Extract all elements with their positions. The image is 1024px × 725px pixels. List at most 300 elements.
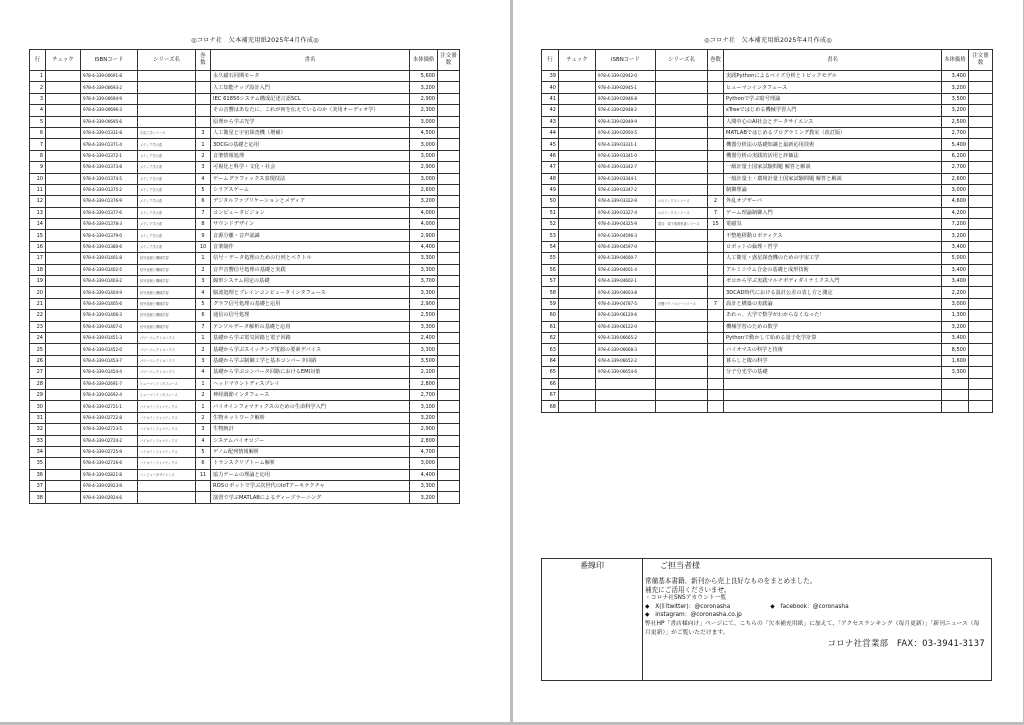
- order-qty-cell[interactable]: [438, 241, 460, 252]
- order-qty-cell[interactable]: [438, 446, 460, 457]
- check-cell[interactable]: [559, 230, 596, 241]
- book-title-cell: 脳波処理とブレインコンピュータインタフェース: [211, 287, 410, 298]
- check-cell[interactable]: [559, 219, 596, 230]
- check-cell[interactable]: [46, 310, 81, 321]
- table-row: [542, 93, 993, 104]
- order-qty-cell[interactable]: [438, 207, 460, 218]
- order-qty-cell[interactable]: [438, 321, 460, 332]
- table-header: [542, 50, 993, 71]
- isbn-cell: 978-4-339-02821-8: [81, 469, 138, 480]
- order-qty-cell[interactable]: [969, 82, 993, 93]
- row-number: 12: [30, 196, 46, 207]
- series-cell: [138, 82, 196, 93]
- book-title-cell: 人間中心のAI社会とデータサイエンス: [724, 116, 942, 127]
- order-qty-cell[interactable]: [438, 127, 460, 138]
- series-cell: 信号処理と機械学習: [138, 321, 196, 332]
- order-qty-cell[interactable]: [969, 93, 993, 104]
- series-cell: [656, 321, 708, 332]
- volume-cell: 1: [196, 401, 211, 412]
- price-cell: 2,100: [410, 367, 438, 378]
- book-title-cell: 一級計量士国家試験問題 解答と解説: [724, 162, 942, 173]
- right-page: [513, 0, 1023, 722]
- order-qty-cell[interactable]: [438, 105, 460, 116]
- check-cell[interactable]: [46, 458, 81, 469]
- order-qty-cell[interactable]: [438, 184, 460, 195]
- isbn-cell: 978-4-339-01371-4: [81, 139, 138, 150]
- check-cell[interactable]: [46, 321, 81, 332]
- series-cell: メディア学大系: [138, 150, 196, 161]
- check-cell[interactable]: [559, 82, 596, 93]
- price-cell: 2,500: [942, 116, 969, 127]
- order-qty-cell[interactable]: [438, 332, 460, 343]
- check-cell[interactable]: [559, 162, 596, 173]
- check-cell[interactable]: [559, 93, 596, 104]
- row-number: 62: [542, 332, 559, 343]
- check-cell[interactable]: [46, 276, 81, 287]
- row-number: 9: [30, 162, 46, 173]
- check-cell[interactable]: [559, 253, 596, 264]
- order-qty-cell[interactable]: [969, 378, 993, 389]
- price-cell: 2,900: [410, 162, 438, 173]
- table-row: [542, 321, 993, 332]
- price-cell: 4,200: [942, 207, 969, 218]
- price-cell: 5,000: [942, 253, 969, 264]
- order-qty-cell[interactable]: [969, 401, 993, 412]
- sns-x: ◆ X(旧twitter)：@coronasha: [645, 603, 731, 610]
- row-number: 68: [542, 401, 559, 412]
- price-cell: 3,000: [410, 458, 438, 469]
- series-cell: [656, 184, 708, 195]
- order-qty-cell[interactable]: [969, 116, 993, 127]
- order-qty-cell[interactable]: [438, 401, 460, 412]
- price-cell: 8,500: [942, 344, 969, 355]
- header-check-cell: チェック: [559, 50, 596, 71]
- volume-cell: [708, 253, 724, 264]
- check-cell[interactable]: [559, 139, 596, 150]
- order-qty-cell[interactable]: [438, 481, 460, 492]
- check-cell[interactable]: [559, 116, 596, 127]
- table-row: [542, 127, 993, 138]
- volume-cell: [708, 82, 724, 93]
- row-number: 6: [30, 127, 46, 138]
- check-cell[interactable]: [46, 219, 81, 230]
- header-check-cell: チェック: [46, 50, 81, 71]
- check-cell[interactable]: [46, 469, 81, 480]
- order-qty-cell[interactable]: [969, 150, 993, 161]
- order-qty-cell[interactable]: [438, 367, 460, 378]
- check-cell[interactable]: [559, 264, 596, 275]
- check-cell[interactable]: [46, 481, 81, 492]
- isbn-cell: 978-4-339-00695-6: [81, 116, 138, 127]
- order-qty-cell[interactable]: [969, 287, 993, 298]
- table-row: [30, 253, 460, 264]
- check-cell[interactable]: [46, 389, 81, 400]
- check-cell[interactable]: [559, 71, 596, 82]
- order-qty-cell[interactable]: [438, 93, 460, 104]
- order-qty-cell[interactable]: [969, 264, 993, 275]
- left-page: [0, 0, 510, 722]
- table-row: [30, 139, 460, 150]
- series-cell: バイオインフォマティクス: [138, 435, 196, 446]
- book-title-cell: デジタルファブリケーションとメディア: [211, 196, 410, 207]
- volume-cell: 10: [196, 241, 211, 252]
- order-qty-cell[interactable]: [969, 184, 993, 195]
- check-cell[interactable]: [46, 207, 81, 218]
- book-title-cell: バイオインフォマティクスのための生命科学入門: [211, 401, 410, 412]
- order-qty-cell[interactable]: [969, 241, 993, 252]
- price-cell: 2,700: [410, 389, 438, 400]
- table-row: [542, 196, 993, 207]
- check-cell[interactable]: [559, 367, 596, 378]
- table-row: [30, 344, 460, 355]
- check-cell[interactable]: [46, 446, 81, 457]
- table-row: [542, 71, 993, 82]
- check-cell[interactable]: [559, 355, 596, 366]
- header-volume-cell: 巻数: [708, 50, 724, 71]
- table-row: [30, 412, 460, 423]
- row-number: 53: [542, 230, 559, 241]
- header-isbn-cell: ISBNコード: [81, 50, 138, 71]
- series-cell: メディア学大系: [138, 162, 196, 173]
- check-cell[interactable]: [559, 173, 596, 184]
- check-cell[interactable]: [559, 105, 596, 116]
- order-qty-cell[interactable]: [969, 332, 993, 343]
- table-row: [30, 481, 460, 492]
- price-cell: 3,200: [410, 492, 438, 503]
- order-qty-cell[interactable]: [969, 162, 993, 173]
- order-qty-cell[interactable]: [969, 139, 993, 150]
- table-row: [30, 105, 460, 116]
- order-qty-cell[interactable]: [438, 424, 460, 435]
- order-qty-cell[interactable]: [969, 71, 993, 82]
- order-qty-cell[interactable]: [438, 230, 460, 241]
- isbn-cell: 978-4-339-02950-5: [596, 127, 656, 138]
- series-cell: [656, 401, 708, 412]
- book-title-cell: 生物ネットワーク解析: [211, 412, 410, 423]
- check-cell[interactable]: [559, 196, 596, 207]
- isbn-cell: 978-4-339-02948-2: [596, 105, 656, 116]
- order-qty-cell[interactable]: [969, 321, 993, 332]
- book-title-cell: 生物統計: [211, 424, 410, 435]
- order-qty-cell[interactable]: [969, 355, 993, 366]
- series-cell: パワーエレクトロニクス: [138, 367, 196, 378]
- check-cell[interactable]: [46, 298, 81, 309]
- book-title-cell: 可視化と科学・文化・社会: [211, 162, 410, 173]
- isbn-cell: 978-4-339-01374-5: [81, 173, 138, 184]
- check-cell[interactable]: [46, 367, 81, 378]
- header-row-number: 行: [30, 50, 46, 71]
- row-number: 30: [30, 401, 46, 412]
- price-cell: 4,400: [410, 469, 438, 480]
- order-qty-cell[interactable]: [438, 253, 460, 264]
- order-qty-cell[interactable]: [969, 310, 993, 321]
- row-number: 45: [542, 139, 559, 150]
- price-cell: 2,600: [410, 184, 438, 195]
- book-title-cell: バイオマスの科学と技術: [724, 344, 942, 355]
- table-row: [542, 150, 993, 161]
- check-cell[interactable]: [46, 344, 81, 355]
- order-qty-cell[interactable]: [438, 219, 460, 230]
- book-title-cell: 信号・データ処理のための行列とベクトル: [211, 253, 410, 264]
- order-qty-cell[interactable]: [438, 310, 460, 321]
- check-cell[interactable]: [559, 287, 596, 298]
- row-number: 44: [542, 127, 559, 138]
- table-row: [30, 127, 460, 138]
- price-cell: 3,200: [410, 196, 438, 207]
- order-qty-cell[interactable]: [969, 173, 993, 184]
- row-number: 28: [30, 378, 46, 389]
- isbn-cell: 978-4-339-02924-6: [81, 492, 138, 503]
- book-title-cell: 音楽情報処理: [211, 150, 410, 161]
- isbn-cell: 978-4-339-00691-8: [81, 71, 138, 82]
- row-number: 29: [30, 389, 46, 400]
- check-cell[interactable]: [46, 150, 81, 161]
- price-cell: 2,900: [410, 93, 438, 104]
- price-cell: 4,600: [942, 196, 969, 207]
- book-title-cell: ヘッドマウントディスプレイ: [211, 378, 410, 389]
- isbn-cell: 978-4-339-01452-0: [81, 344, 138, 355]
- check-cell[interactable]: [46, 162, 81, 173]
- check-cell[interactable]: [46, 93, 81, 104]
- isbn-cell: 978-4-339-03347-2: [596, 184, 656, 195]
- isbn-cell: 978-4-339-06122-0: [596, 321, 656, 332]
- order-qty-cell[interactable]: [438, 435, 460, 446]
- isbn-cell: 978-4-339-04602-1: [596, 276, 656, 287]
- order-qty-cell[interactable]: [438, 150, 460, 161]
- isbn-cell: 978-4-339-02923-9: [81, 481, 138, 492]
- order-table-left: [29, 49, 460, 504]
- check-cell[interactable]: [46, 264, 81, 275]
- order-qty-cell[interactable]: [438, 287, 460, 298]
- volume-cell: [708, 173, 724, 184]
- check-cell[interactable]: [46, 378, 81, 389]
- series-cell: 信号処理と機械学習: [138, 276, 196, 287]
- signature: コロナ社営業部 FAX：03-3941-3137: [827, 638, 985, 649]
- row-number: 33: [30, 435, 46, 446]
- price-cell: 3,000: [942, 298, 969, 309]
- isbn-cell: 978-4-339-06652-2: [596, 355, 656, 366]
- book-title-cell: テンソルデータ解析の基礎と応用: [211, 321, 410, 332]
- series-cell: [656, 71, 708, 82]
- order-qty-cell[interactable]: [438, 355, 460, 366]
- table-row: [542, 184, 993, 195]
- price-cell: 2,700: [942, 127, 969, 138]
- check-cell[interactable]: [46, 355, 81, 366]
- row-number: 38: [30, 492, 46, 503]
- check-cell[interactable]: [46, 116, 81, 127]
- price-cell: 5,400: [942, 139, 969, 150]
- series-cell: [656, 355, 708, 366]
- volume-cell: 2: [196, 412, 211, 423]
- order-qty-cell[interactable]: [969, 219, 993, 230]
- order-qty-cell[interactable]: [438, 378, 460, 389]
- volume-cell: [708, 150, 724, 161]
- order-qty-cell[interactable]: [969, 207, 993, 218]
- row-number: 8: [30, 150, 46, 161]
- website-note: 弊社HP「書店様向け」ページにて、こちらの「欠本補充用紙」に加えて、「アクセスランキング（毎月更新）」「新刊ニュース（毎月更新）」がご覧いただけます。: [645, 620, 980, 636]
- order-qty-cell[interactable]: [969, 253, 993, 264]
- row-number: 32: [30, 424, 46, 435]
- header-price-cell: 本体価格: [410, 50, 438, 71]
- order-qty-cell[interactable]: [438, 82, 460, 93]
- order-qty-cell[interactable]: [969, 196, 993, 207]
- table-row: [30, 162, 460, 173]
- check-cell[interactable]: [46, 230, 81, 241]
- check-cell[interactable]: [46, 332, 81, 343]
- check-cell[interactable]: [46, 412, 81, 423]
- isbn-cell: 978-4-339-01406-3: [81, 310, 138, 321]
- header-series-cell: シリーズ名: [656, 50, 708, 71]
- row-number: 36: [30, 469, 46, 480]
- volume-cell: 3: [196, 162, 211, 173]
- check-cell[interactable]: [559, 150, 596, 161]
- series-cell: [656, 253, 708, 264]
- series-cell: [138, 481, 196, 492]
- check-cell[interactable]: [46, 492, 81, 503]
- isbn-cell: [596, 389, 656, 400]
- volume-cell: 7: [196, 321, 211, 332]
- order-qty-cell[interactable]: [438, 458, 460, 469]
- table-row: [542, 310, 993, 321]
- check-cell[interactable]: [46, 82, 81, 93]
- header-volume-cell: 巻数: [196, 50, 211, 71]
- table-row: [542, 116, 993, 127]
- order-qty-cell[interactable]: [969, 344, 993, 355]
- price-cell: 3,100: [410, 401, 438, 412]
- row-number: 66: [542, 378, 559, 389]
- isbn-cell: 978-4-339-02946-8: [596, 93, 656, 104]
- series-cell: [656, 264, 708, 275]
- check-cell[interactable]: [559, 344, 596, 355]
- order-qty-cell[interactable]: [969, 367, 993, 378]
- header-isbn-cell: ISBNコード: [596, 50, 656, 71]
- check-cell[interactable]: [559, 184, 596, 195]
- check-cell[interactable]: [46, 401, 81, 412]
- order-qty-cell[interactable]: [438, 344, 460, 355]
- volume-cell: [708, 264, 724, 275]
- check-cell[interactable]: [46, 184, 81, 195]
- order-qty-cell[interactable]: [969, 230, 993, 241]
- form-title: ◎コロナ社 欠本補充用紙2025年4月作成◎: [704, 37, 832, 44]
- check-cell[interactable]: [559, 127, 596, 138]
- check-cell[interactable]: [559, 389, 596, 400]
- check-cell[interactable]: [559, 207, 596, 218]
- check-cell[interactable]: [46, 71, 81, 82]
- check-cell[interactable]: [46, 287, 81, 298]
- table-row: [30, 196, 460, 207]
- order-qty-cell[interactable]: [969, 389, 993, 400]
- header-book-title-cell: 書名: [211, 50, 410, 71]
- check-cell[interactable]: [46, 196, 81, 207]
- check-cell[interactable]: [559, 298, 596, 309]
- row-number: 20: [30, 287, 46, 298]
- table-row: [30, 424, 460, 435]
- price-cell: 6,200: [942, 150, 969, 161]
- check-cell[interactable]: [46, 253, 81, 264]
- order-qty-cell[interactable]: [438, 116, 460, 127]
- isbn-cell: 978-4-339-00694-9: [81, 93, 138, 104]
- check-cell[interactable]: [46, 435, 81, 446]
- series-cell: 信号処理と機械学習: [138, 310, 196, 321]
- price-cell: 4,500: [410, 127, 438, 138]
- order-qty-cell[interactable]: [438, 469, 460, 480]
- volume-cell: [708, 367, 724, 378]
- check-cell[interactable]: [559, 332, 596, 343]
- price-cell: 3,000: [942, 184, 969, 195]
- check-cell[interactable]: [559, 321, 596, 332]
- book-title-cell: MATLABではじめるプログラミング教室（改訂版）: [724, 127, 942, 138]
- book-title-cell: グラフ信号処理の基礎と応用: [211, 298, 410, 309]
- order-qty-cell[interactable]: [969, 105, 993, 116]
- order-qty-cell[interactable]: [438, 389, 460, 400]
- table-row: [30, 332, 460, 343]
- row-number: 40: [542, 82, 559, 93]
- sns-row: [645, 603, 985, 612]
- order-qty-cell[interactable]: [969, 276, 993, 287]
- volume-cell: [196, 93, 211, 104]
- order-qty-cell[interactable]: [438, 264, 460, 275]
- info-text: [645, 577, 985, 648]
- isbn-cell: 978-4-339-01407-0: [81, 321, 138, 332]
- volume-cell: [708, 344, 724, 355]
- series-cell: [138, 105, 196, 116]
- volume-cell: 5: [196, 184, 211, 195]
- isbn-cell: 978-4-339-06665-2: [596, 332, 656, 343]
- check-cell[interactable]: [559, 401, 596, 412]
- isbn-cell: [596, 378, 656, 389]
- order-qty-cell[interactable]: [438, 412, 460, 423]
- price-cell: 7,200: [942, 219, 969, 230]
- order-qty-cell[interactable]: [438, 71, 460, 82]
- book-title-cell: [724, 401, 942, 412]
- series-cell: ヒューマンインタフェース: [138, 378, 196, 389]
- book-title-cell: 線形システム同定の基礎: [211, 276, 410, 287]
- isbn-cell: 978-4-339-04600-7: [596, 253, 656, 264]
- check-cell[interactable]: [559, 241, 596, 252]
- order-qty-cell[interactable]: [438, 276, 460, 287]
- row-number: 64: [542, 355, 559, 366]
- isbn-cell: 978-4-339-04596-3: [596, 230, 656, 241]
- check-cell[interactable]: [46, 139, 81, 150]
- volume-cell: 4: [196, 367, 211, 378]
- order-qty-cell[interactable]: [438, 173, 460, 184]
- check-cell[interactable]: [46, 173, 81, 184]
- row-number: 18: [30, 264, 46, 275]
- table-row: [542, 344, 993, 355]
- order-qty-cell[interactable]: [969, 298, 993, 309]
- order-qty-cell[interactable]: [438, 492, 460, 503]
- check-cell[interactable]: [46, 241, 81, 252]
- check-cell[interactable]: [559, 310, 596, 321]
- order-qty-cell[interactable]: [969, 127, 993, 138]
- header-price-cell: 本体価格: [942, 50, 969, 71]
- check-cell[interactable]: [46, 105, 81, 116]
- table-row: [542, 82, 993, 93]
- check-cell[interactable]: [46, 424, 81, 435]
- check-cell[interactable]: [46, 127, 81, 138]
- table-row: [542, 207, 993, 218]
- isbn-cell: 978-4-339-01379-0: [81, 230, 138, 241]
- order-qty-cell[interactable]: [438, 298, 460, 309]
- order-qty-cell[interactable]: [438, 162, 460, 173]
- volume-cell: 6: [196, 458, 211, 469]
- order-qty-cell[interactable]: [438, 139, 460, 150]
- table-row: [30, 116, 460, 127]
- check-cell[interactable]: [559, 276, 596, 287]
- volume-cell: 2: [708, 196, 724, 207]
- order-qty-cell[interactable]: [438, 196, 460, 207]
- check-cell[interactable]: [559, 378, 596, 389]
